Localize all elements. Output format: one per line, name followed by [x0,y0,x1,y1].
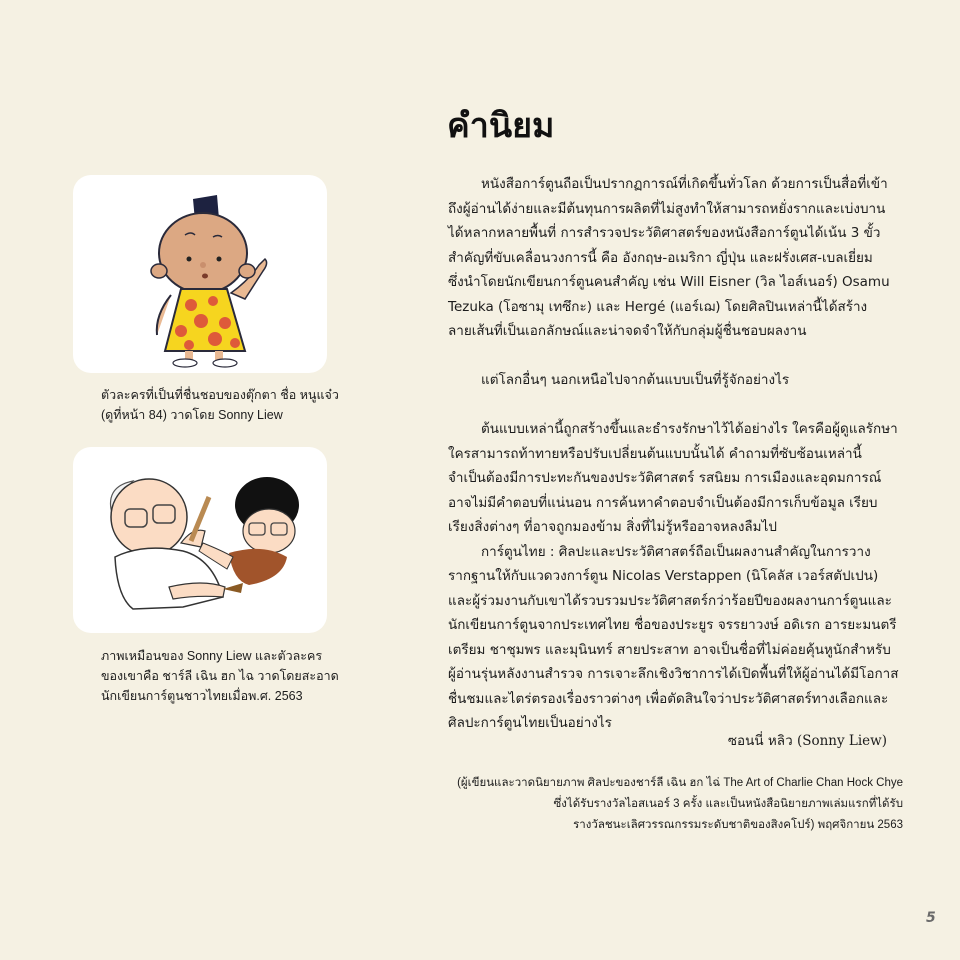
paragraph-line: สำคัญที่ขับเคลื่อนวงการนี้ คือ อังกฤษ-อเมริกา ญี่ปุ่น และฝรั่งเศส-เบลเยี่ยม [448,249,873,266]
paragraph-line: ลายเส้นที่เป็นเอกลักษณ์และน่าจดจำให้กับกลุ่มผู้ชื่นชอบผลงาน [448,323,807,339]
paragraph-line: Tezuka (โอซามุ เทซึกะ) และ Hergé (แอร์เฌ) โดยศิลปินเหล่านี้ได้สร้าง [448,298,868,315]
footnote-line: ซึ่งได้รับรางวัลไอสเนอร์ 3 ครั้ง และเป็นหนังสือนิยายภาพเล่มแรกที่ได้รับ [553,798,903,810]
caption-line: ของเขาคือ ชาร์ลี เฉิน ฮก ไฉ วาดโดยสะอาด [101,669,339,683]
caption-line: ภาพเหมือนของ Sonny Liew และตัวละคร [101,649,323,663]
paragraph-line: ใครสามารถท้าทายหรือปรับเปลี่ยนต้นแบบนั้นได้ คำถามที่ซับซ้อนเหล่านี้ [448,445,862,462]
author-signature: ซอนนี่ หลิว (Sonny Liew) [727,733,887,749]
paragraph-line: ได้หลากหลายพื้นที่ การสำรวจประวัติศาสตร์ของหนังสือการ์ตูนได้เน้น 3 ขั้ว [448,225,881,241]
page-number: 5 [926,910,936,926]
paragraph-line: อาจไม่มีคำตอบที่แน่นอน การค้นหาคำตอบจำเป็นต้องมีการเก็บข้อมูล เรียบ [448,494,878,511]
footnote-line: รางวัลชนะเลิศวรรณกรรมระดับชาติของสิงคโปร์) พฤศจิกายน 2563 [573,819,903,831]
paragraph-line: เรียงสิ่งต่างๆ ที่อาจถูกมองข้าม สิ่งที่ไม่รู้หรืออาจหลงลืมไป [448,519,777,535]
paragraph-line: แต่โลกอื่นๆ นอกเหนือไปจากต้นแบบเป็นที่รู้จักอย่างไร [481,372,790,388]
footnote-line: (ผู้เขียนและวาดนิยายภาพ ศิลปะของชาร์ลี เฉิน ฮก ไฉ่ The Art of Charlie Chan Hock Chye [457,777,903,789]
paragraph-line: ต้นแบบเหล่านี้ถูกสร้างขึ้นและธำรงรักษาไว้ได้อย่างไร ใครคือผู้ดูแลรักษา [481,421,898,437]
foreword-body [448,172,908,736]
paragraph-line: ผู้อ่านรุ่นหลังงานสำรวจ การเจาะลึกเชิงวิชาการได้เปิดพื้นที่ให้ผู้อ่านได้มีโอกาส [448,666,899,682]
portrait-illustration [73,447,327,633]
figure-caption-1 [101,385,341,425]
paragraph-line: ซึ่งนำโดยนักเขียนการ์ตูนคนสำคัญ เช่น Will Eisner (วิล ไอส์เนอร์) Osamu [448,274,890,290]
paragraph-line: รากฐานให้กับแวดวงการ์ตูน Nicolas Verstappen (นิโคลัส เวอร์สตัปเปน) [448,568,879,584]
paragraph-line: ถึงผู้อ่านได้ง่ายและมีต้นทุนการผลิตที่ไม่สูงทำให้สามารถหยั่งรากและเบ่งบาน [448,200,886,217]
paragraph-line: การ์ตูนไทย : ศิลปะและประวัติศาสตร์ถือเป็นผลงานสำคัญในการวาง [481,543,871,560]
author-footnote [457,773,903,836]
child-character-illustration [73,175,327,373]
figure-card-portrait [73,447,327,633]
caption-line: นักเขียนการ์ตูนชาวไทยเมื่อพ.ศ. 2563 [101,689,303,703]
paragraph-line: หนังสือการ์ตูนถือเป็นปรากฏการณ์ที่เกิดขึ้นทั่วโลก ด้วยการเป็นสื่อที่เข้า [481,176,888,192]
paragraph-line: และผู้ร่วมงานกับเขาได้รวบรวมประวัติศาสตร์กว่าร้อยปีของผลงานการ์ตูนและ [448,592,892,609]
figure-caption-2 [101,646,341,706]
paragraph-line: จำเป็นต้องมีการปะทะกันของประวัติศาสตร์ รสนิยม การเมืองและอุดมการณ์ [448,470,882,486]
paragraph-line: ชื่นชมและไตร่ตรองเรื่องราวต่างๆ เพื่อตัดสินใจว่าประวัติศาสตร์ทางเลือกและ [448,690,889,707]
paragraph-line: ศิลปะการ์ตูนไทยเป็นอย่างไร [448,715,612,731]
paragraph-gap [448,344,908,369]
figure-card-child-character [73,175,327,373]
caption-line: ตัวละครที่เป็นที่ชื่นชอบของตุ๊กตา ชื่อ หนูแจ๋ว [101,388,339,402]
page-title: คำนิยม [447,106,555,146]
paragraph-gap [448,393,908,418]
paragraph-line: เตรียม ชาชุมพร และมุนินทร์ สายประสาท อาจเป็นชื่อที่ไม่ค่อยคุ้นหูนักสำหรับ [448,641,891,658]
paragraph-line: นักเขียนการ์ตูนจากประเทศไทย ชื่อของประยูร จรรยาวงษ์ อดิเรก อารยะมนตรี [448,617,897,633]
caption-line: (ดูที่หน้า 84) วาดโดย Sonny Liew [101,408,283,422]
